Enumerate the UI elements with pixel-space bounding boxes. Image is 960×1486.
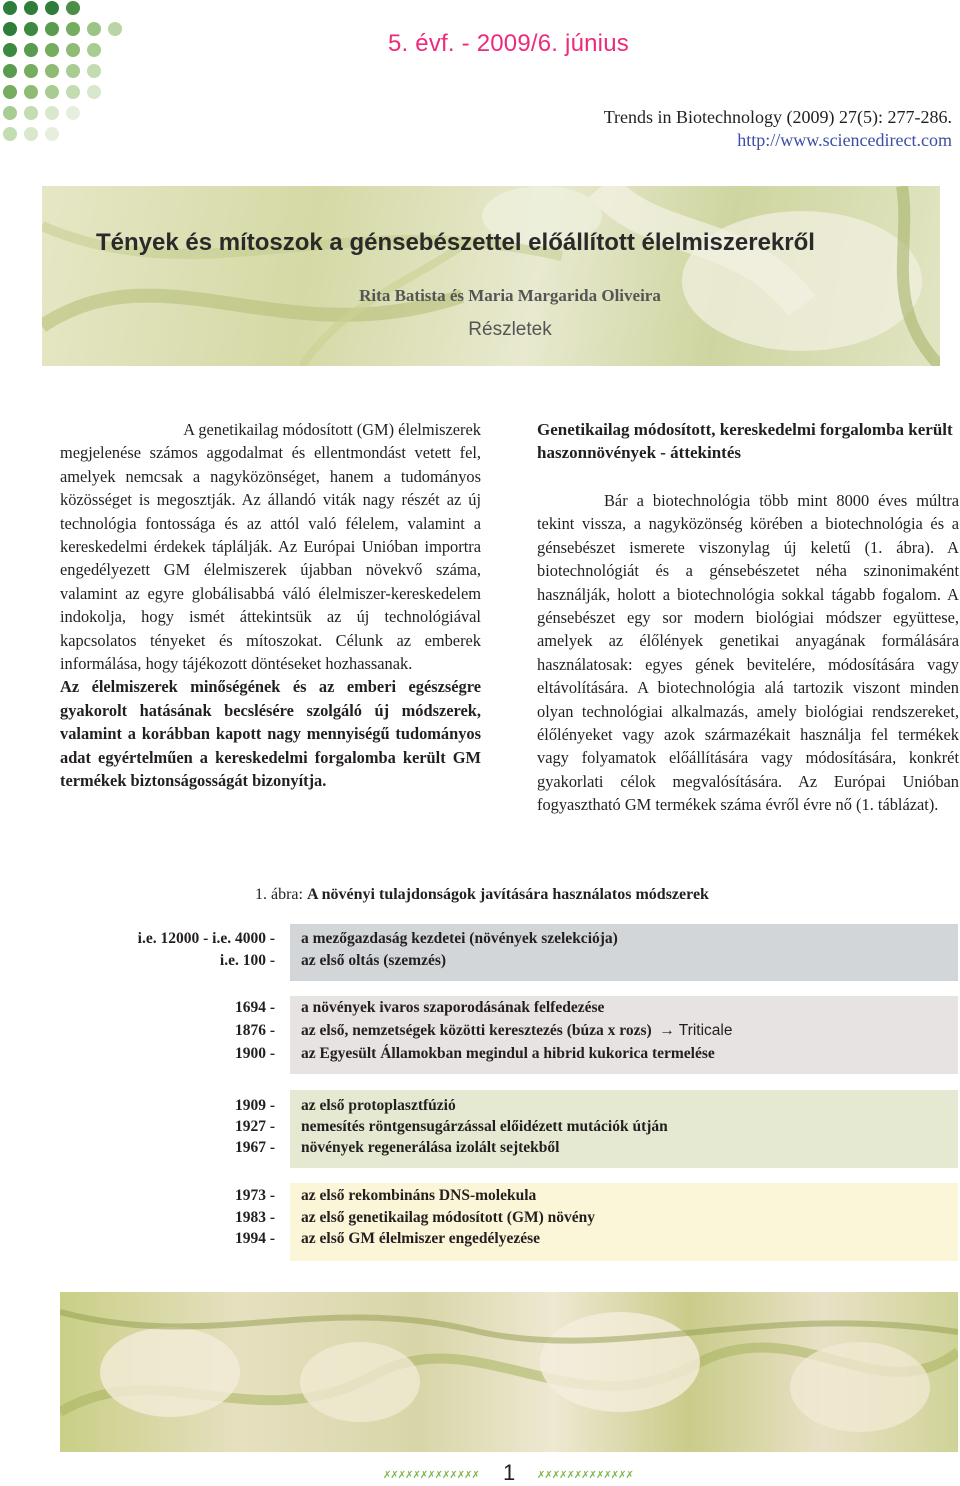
abstract-conclusion: Az élelmiszerek minőségének és az emberi egészségre gyakorolt hatásának becslésére szolgáló új módszerek, valamint a korábban kapott nagy mennyiségű tudományos adat egyértelműen a kereskedelmi forgalomba került GM termékek biztonságosságát bizonyítja. (60, 677, 481, 791)
left-column (60, 418, 481, 793)
issue-label: 5. évf. - 2009/6. június (388, 30, 629, 57)
section-body: Bár a biotechnológia több mint 8000 éves múltra tekint vissza, a nagyközönség körében a biotechnológia és a génsebészet ismerete viszonylag új keletű (1. ábra). A biotechnológiát és a génsebészetet néha szinonimaként használják, holott a biotechnológia sokkal tágabb fogalom. A génsebészet egy sor modern biológiai módszer együttese, amelyek az élőlények genetikai anyagának formálására használatosak: egyes gének bevitelére, módosítására vagy eltávolítására. A biotechnológia alá tartozik viszont minden olyan technológiai alkalmazás, amely biológiai rendszereket, élőlényeket vagy azok származékait használja fel termékek vagy folyamatok előállítására vagy módosítására, konkrét gyakorlati célok megvalósítására. Az Európai Unióban fogyasztható GM termékek száma évről évre nő (1. táblázat). (537, 491, 959, 815)
decorative-dot (3, 43, 17, 57)
timeline-date: 1876 - (234, 1022, 275, 1039)
decorative-dot (3, 1, 17, 15)
timeline-event: a mezőgazdaság kezdetei (növények szelekciója) (301, 930, 618, 947)
decorative-dot (3, 127, 17, 141)
decorative-dot (45, 64, 59, 78)
decorative-dot (66, 64, 80, 78)
timeline-event-extra: Triticale (678, 1022, 733, 1039)
decorative-dot (66, 1, 80, 15)
decorative-dot (45, 85, 59, 99)
page-number: 1 (503, 1460, 516, 1485)
timeline-date: 1983 - (234, 1209, 275, 1226)
timeline-event: az első protoplasztfúzió (301, 1097, 456, 1114)
decorative-dot (87, 64, 101, 78)
decorative-dot (108, 22, 122, 36)
right-column (537, 418, 959, 817)
article-title: Tények és mítoszok a génsebészettel előállított élelmiszerekről (96, 229, 815, 256)
timeline-date: 1927 - (234, 1118, 275, 1135)
abstract-body: megjelenése számos aggodalmat és ellentmondást vetett fel, amelyek nemcsak a nagyközönséget, hanem a tudományos közösséget is megosztják. Az állandó viták nagy részét az új technológia fontossága és az attól való félelem, valamint a kereskedelmi érdekek táplálják. Az Európai Unióban importra engedélyezett GM élelmiszerek újabban növekvő száma, valamint az egyre globálisabbá váló élelmiszer-kereskedelem indokolja, hogy ismét áttekintsük az új technológiával kapcsolatos tényeket és mítoszokat. Célunk az emberek informálása, hogy tájékozott döntéseket hozhassanak. (60, 443, 481, 674)
timeline-event-text: az első, nemzetségek közötti keresztezés (búza x rozs) (301, 1022, 652, 1039)
timeline-event: az első oltás (szemzés) (301, 952, 447, 969)
timeline-date: i.e. 100 - (219, 952, 275, 969)
timeline-event: nemesítés röntgensugárzással előidézett mutációk útján (301, 1118, 668, 1135)
abstract-first-line: A genetikailag módosított (GM) élelmiszerek (183, 420, 481, 439)
timeline-date: i.e. 12000 - i.e. 4000 - (137, 930, 275, 947)
timeline-date: 1967 - (234, 1139, 275, 1156)
arrow-right-icon: → (655, 1022, 675, 1039)
decorative-dot (3, 106, 17, 120)
source-url[interactable]: http://www.sciencedirect.com (737, 130, 952, 150)
decorative-dot (24, 106, 38, 120)
timeline-event: az Egyesült Államokban megindul a hibrid kukorica termelése (301, 1045, 715, 1062)
decorative-dot (66, 106, 80, 120)
section-heading: Genetikailag módosított, kereskedelmi forgalomba került haszonnövények - áttekintés (537, 420, 953, 462)
timeline-date: 1909 - (234, 1097, 275, 1114)
decorative-dot (24, 127, 38, 141)
decorative-dot (45, 127, 59, 141)
decorative-dot (45, 22, 59, 36)
timeline-event: az első GM élelmiszer engedélyezése (301, 1230, 541, 1247)
decorative-dot (66, 43, 80, 57)
timeline-event: az első genetikailag módosított (GM) növény (301, 1209, 596, 1226)
section-label: Részletek (468, 319, 552, 340)
decorative-dot (24, 22, 38, 36)
footer-ornament-right: ✗✗✗✗✗✗✗✗✗✗✗✗✗ (537, 1470, 633, 1481)
timeline-event: az első rekombináns DNS-molekula (301, 1187, 537, 1204)
decorative-dot (3, 64, 17, 78)
decorative-dot (66, 22, 80, 36)
decorative-dot (45, 106, 59, 120)
timeline-date: 1900 - (234, 1045, 275, 1062)
decorative-dot-pattern (0, 0, 140, 160)
footer-ornament-left: ✗✗✗✗✗✗✗✗✗✗✗✗✗ (383, 1470, 479, 1481)
decorative-dot (3, 85, 17, 99)
decorative-dot (24, 1, 38, 15)
decorative-dot (24, 85, 38, 99)
source-journal: Trends in Biotechnology (2009) 27(5): 277-286. (603, 107, 952, 127)
decorative-dot (24, 64, 38, 78)
timeline-date: 1994 - (234, 1230, 275, 1247)
decorative-dot (87, 85, 101, 99)
article-authors: Rita Batista és Maria Margarida Oliveira (359, 286, 661, 305)
decorative-dot (45, 1, 59, 15)
timeline-date: 1973 - (234, 1187, 275, 1204)
decorative-dot (45, 43, 59, 57)
decorative-dot (3, 22, 17, 36)
decorative-dot (87, 43, 101, 57)
figure-caption (255, 886, 709, 904)
timeline-event: növények regenerálása izolált sejtekből (301, 1139, 560, 1156)
decorative-dot (66, 85, 80, 99)
figure-caption-prefix: 1. ábra: (255, 886, 303, 903)
decorative-dot (87, 22, 101, 36)
timeline-date: 1694 - (234, 999, 275, 1016)
decorative-flower-photo (60, 1292, 958, 1452)
decorative-dot (24, 43, 38, 57)
timeline-event: a növények ivaros szaporodásának felfedezése (301, 999, 605, 1016)
figure-caption-title: A növényi tulajdonságok javítására használatos módszerek (306, 886, 709, 903)
timeline-event (301, 1022, 732, 1040)
